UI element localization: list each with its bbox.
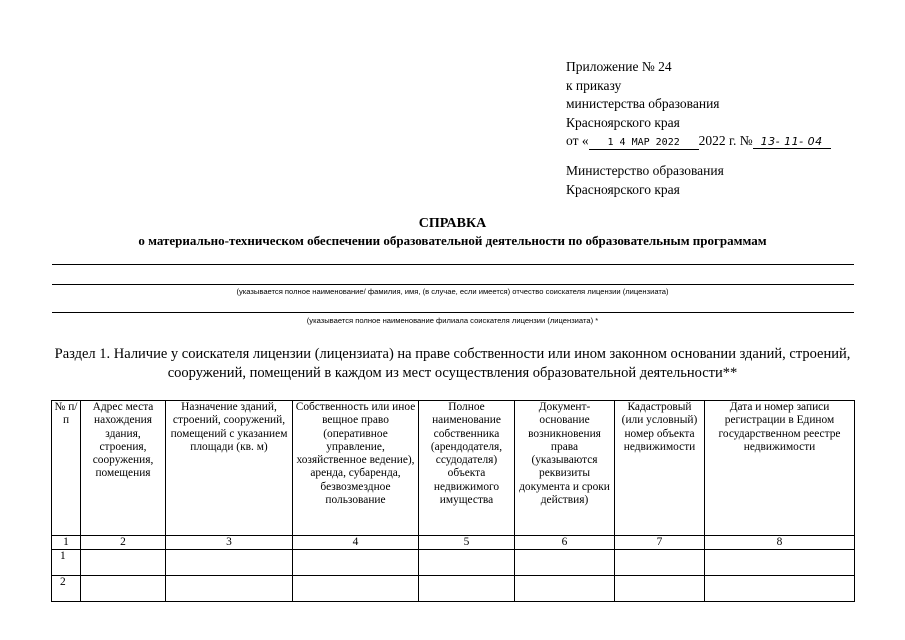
table-cell — [293, 550, 419, 576]
column-number: 2 — [81, 536, 166, 550]
table-cell — [705, 550, 855, 576]
column-number: 1 — [52, 536, 81, 550]
appendix-line: Красноярского края — [566, 114, 680, 130]
table-cell — [419, 550, 515, 576]
table-cell — [293, 576, 419, 602]
fill-line — [52, 284, 854, 285]
table-cell — [615, 576, 705, 602]
table-cell — [419, 576, 515, 602]
column-header: Полное наименование собственника (арендодателя, ссудодателя) объекта недвижимого имущества — [419, 401, 515, 536]
table-cell — [166, 550, 293, 576]
column-number: 7 — [615, 536, 705, 550]
table-cell — [615, 550, 705, 576]
date-stamp: 1 4 МАР 2022 — [589, 136, 699, 150]
table-row — [52, 576, 855, 602]
table-cell — [515, 550, 615, 576]
premises-table — [51, 400, 855, 602]
date-suffix: 2022 г. № — [698, 133, 753, 149]
appendix-line: Приложение № 24 — [566, 59, 672, 74]
appendix-block — [566, 58, 831, 151]
date-prefix: от « — [566, 133, 589, 149]
addressee-line: Министерство образования — [566, 163, 724, 178]
appendix-line: к приказу — [566, 77, 622, 93]
column-number: 4 — [293, 536, 419, 550]
column-header: Документ-основание возникновения права (указываются реквизиты документа и сроки действия) — [515, 401, 615, 536]
row-number: 1 — [52, 550, 81, 576]
table-cell — [81, 576, 166, 602]
addressee-line: Красноярского края — [566, 181, 680, 197]
section-heading: Раздел 1. Наличие у соискателя лицензии (лицензиата) на праве собственности или ином законном основании зданий, строений, сооружений, помещений в каждом из мест осуществления образовательной деятельности** — [54, 346, 851, 381]
table-row — [52, 550, 855, 576]
order-date-line — [566, 132, 831, 151]
table-cell — [166, 576, 293, 602]
column-number: 3 — [166, 536, 293, 550]
document-title: СПРАВКА — [418, 216, 487, 231]
order-number: 13- 11- 04 — [753, 135, 831, 149]
fill-line — [52, 312, 854, 313]
table-cell — [515, 576, 615, 602]
table-cell — [705, 576, 855, 602]
column-number: 5 — [419, 536, 515, 550]
column-header: Назначение зданий, строений, сооружений, помещений с указанием площади (кв. м) — [166, 401, 293, 536]
fill-line — [52, 264, 854, 265]
addressee-block — [566, 162, 724, 199]
caption-applicant: (указывается полное наименование/ фамилия, имя, (в случае, если имеется) отчество соискателя лицензии (лицензиата) — [236, 287, 669, 296]
column-header: Собственность или иное вещное право (оперативное управление, хозяйственное ведение), аренда, субаренда, безвозмездное пользование — [293, 401, 419, 536]
column-number: 6 — [515, 536, 615, 550]
document-subtitle: о материально-техническом обеспечении образовательной деятельности по образовательным программам — [138, 233, 767, 248]
column-header: Адрес места нахождения здания, строения, сооружения, помещения — [81, 401, 166, 536]
column-header: Дата и номер записи регистрации в Едином государственном реестре недвижимости — [705, 401, 855, 536]
column-number: 8 — [705, 536, 855, 550]
caption-branch: (указывается полное наименование филиала соискателя лицензии (лицензиата) * — [306, 316, 599, 325]
column-header: № п/п — [52, 401, 81, 536]
table-cell — [81, 550, 166, 576]
column-header: Кадастровый (или условный) номер объекта недвижимости — [615, 401, 705, 536]
appendix-line: министерства образования — [566, 96, 720, 112]
row-number: 2 — [52, 576, 81, 602]
